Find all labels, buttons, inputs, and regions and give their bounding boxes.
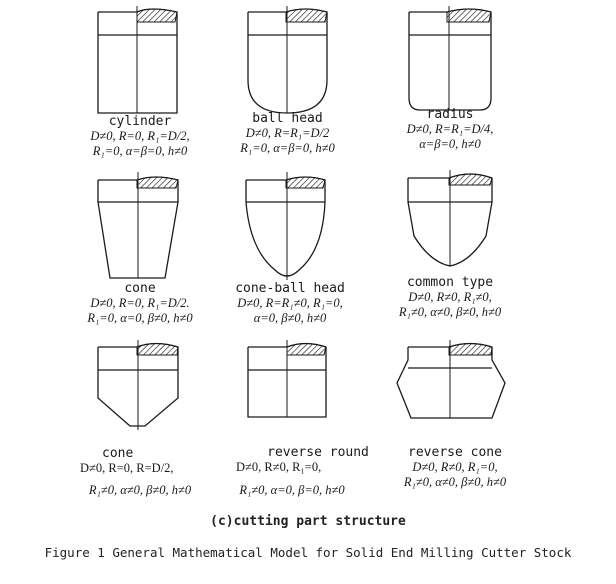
condition-line: D≠0, R=R₁≠0, R₁=0, — [237, 296, 343, 310]
cell-cone — [60, 281, 220, 326]
condition-line: α=β=0, h≠0 — [419, 137, 481, 151]
condition-line: R₁=0, α=β=0, h≠0 — [92, 144, 188, 158]
condition-line: R₁=0, α=β=0, h≠0 — [240, 141, 335, 155]
condition-line: D≠0, R≠0, R₁=0, — [412, 460, 498, 474]
cell-radius — [370, 107, 530, 152]
shape-name: cylinder — [108, 114, 172, 129]
shape-cylinder — [98, 6, 177, 113]
shape-name: cone — [124, 281, 156, 296]
shape-cone-ball-head — [246, 172, 325, 280]
shape-radius — [409, 6, 491, 110]
cell-ball-head — [205, 111, 370, 156]
condition-line: D≠0, R≠0, R₁≠0, — [408, 290, 492, 304]
shape-name: radius — [426, 107, 474, 122]
figure-title: Figure 1 General Mathematical Model for Solid End Milling Cutter Stock — [44, 545, 572, 560]
shape-name: reverse cone — [408, 445, 502, 460]
shape-common-type — [408, 170, 492, 266]
shape-reverse-cone — [397, 340, 505, 418]
condition-line: R₁≠0, α≠0, β≠0, h≠0 — [88, 483, 192, 497]
shape-name: cone — [102, 446, 134, 461]
condition-line: D≠0, R=R₁=D/2 — [245, 126, 330, 140]
condition-line: α=0, β≠0, h≠0 — [253, 311, 327, 325]
shape-name: reverse round — [267, 445, 369, 460]
cell-reverse-round — [218, 445, 378, 475]
condition-line: R₁≠0, α≠0, β≠0, h≠0 — [403, 475, 507, 489]
cell-reverse-cone — [370, 445, 540, 490]
shape-reverse-round — [248, 340, 326, 417]
condition-line: D≠0, R=0, R=D/2, — [80, 461, 174, 475]
subcaption: (c)cutting part structure — [210, 514, 406, 529]
condition-line: R₁≠0, α≠0, β≠0, h≠0 — [398, 305, 502, 319]
condition-line: D≠0, R=0, R₁=D/2. — [90, 296, 190, 310]
cell-cylinder — [60, 114, 220, 159]
condition-line: D≠0, R=0, R₁=D/2, — [90, 129, 190, 143]
shape-cone — [98, 172, 178, 278]
condition-line: R₁=0, α=0, β≠0, h≠0 — [87, 311, 193, 325]
shape-ball-head — [248, 6, 327, 113]
condition-line: D≠0, R=R₁=D/4, — [406, 122, 494, 136]
cell-common-type — [365, 275, 535, 320]
cell-cone-2 — [40, 446, 210, 476]
shape-name: common type — [406, 275, 494, 290]
shape-name: cone-ball head — [235, 281, 345, 296]
condition-line: D≠0, R≠0, R₁=0, — [236, 460, 322, 474]
condition-line: R₁≠0, α=0, β=0, h≠0 — [239, 483, 345, 497]
shape-name: ball head — [252, 111, 323, 126]
shape-cone-2 — [98, 340, 178, 430]
cell-cone-ball-head — [205, 281, 375, 326]
